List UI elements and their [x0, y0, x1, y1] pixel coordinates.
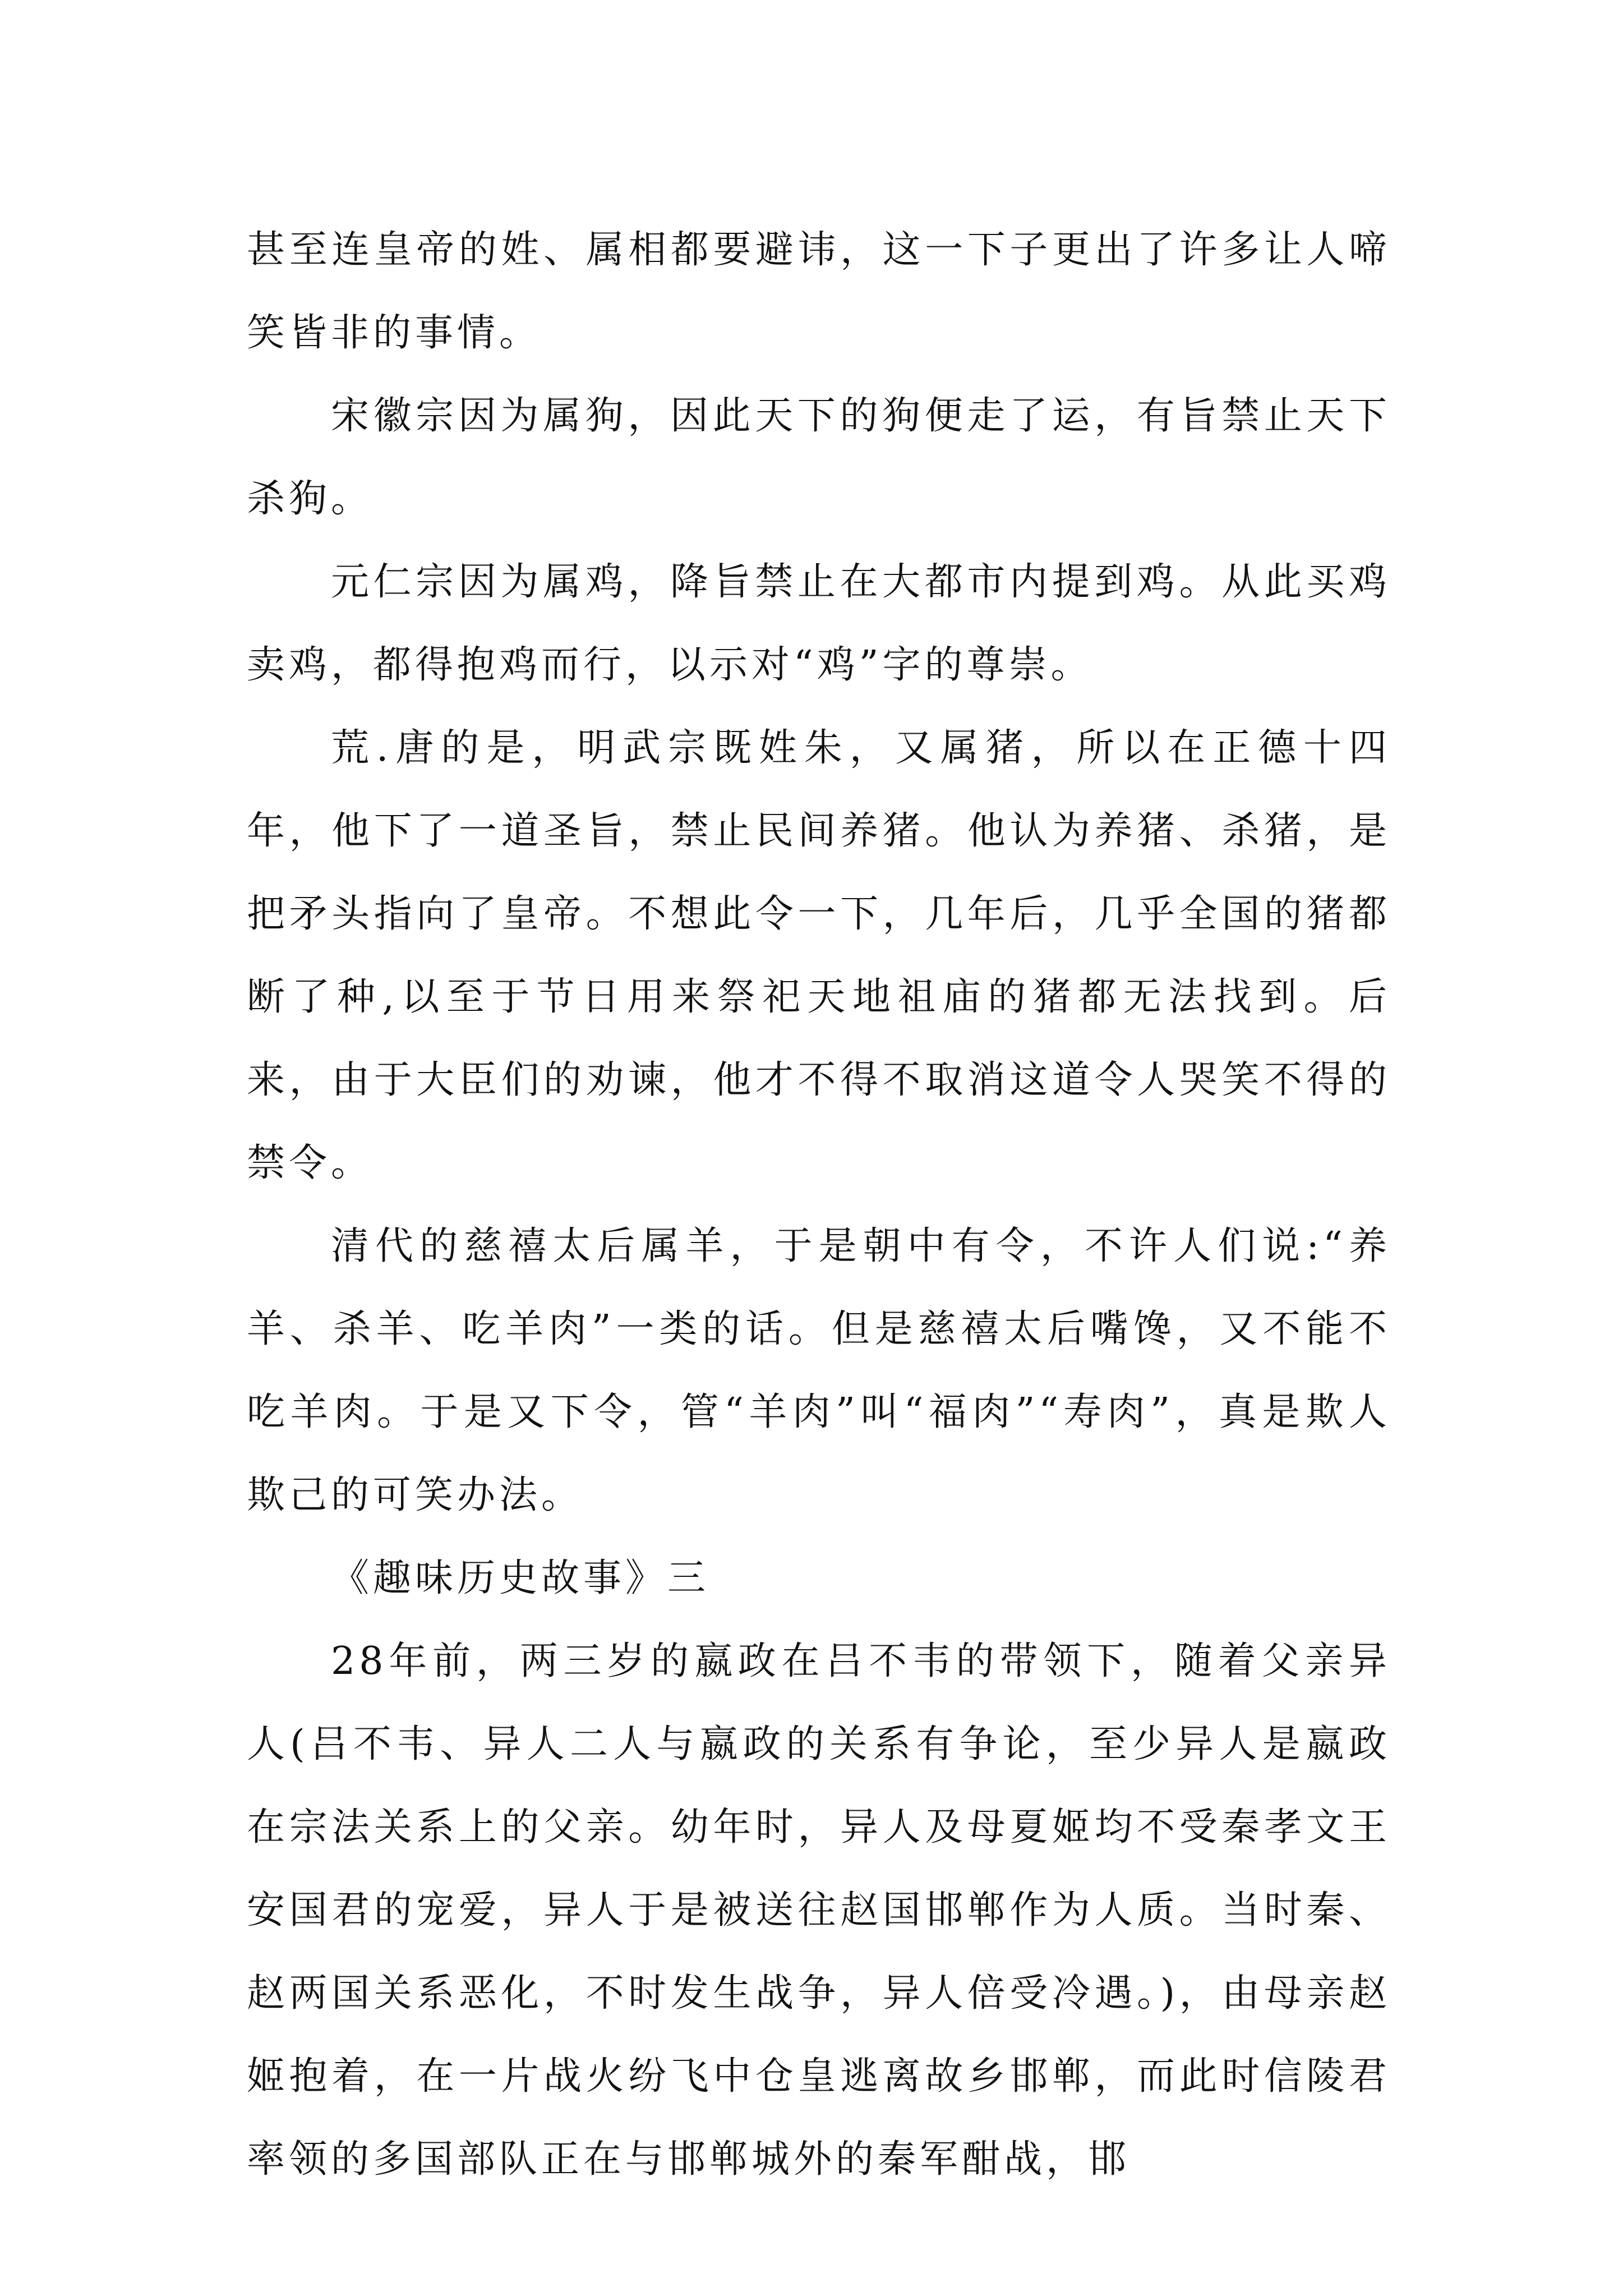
paragraph-4: 荒.唐的是，明武宗既姓朱，又属猪，所以在正德十四年，他下了一道圣旨，禁止民间养猪。他认为养猪、杀猪，是把矛头指向了皇帝。不想此令一下，几年后，几乎全国的猪都断了种,以至于节日用来祭祀天地祖庙的猪都无法找到。后来，由于大臣们的劝谏，他才不得不取消这道令人哭笑不得的禁令。 — [247, 726, 1391, 1185]
paragraph-7: 28年前，两三岁的嬴政在吕不韦的带领下，随着父亲异人(吕不韦、异人二人与嬴政的关系有争论，至少异人是嬴政在宗法关系上的父亲。幼年时，异人及母夏姬均不受秦孝文王安国君的宠爱，异人于是被送往赵国邯郸作为人质。当时秦、赵两国关系恶化，不时发生战争，异人倍受冷遇。)，由母亲赵姬抱着，在一片战火纷飞中仓皇逃离故乡邯郸，而此时信陵君率领的多国部队正在与邯郸城外的秦军酣战，邯 — [247, 1639, 1391, 2182]
paragraph-1: 甚至连皇帝的姓、属相都要避讳，这一下子更出了许多让人啼笑皆非的事情。 — [247, 228, 1391, 355]
document-body — [247, 209, 1391, 2201]
paragraph-2: 宋徽宗因为属狗，因此天下的狗便走了运，有旨禁止天下杀狗。 — [247, 394, 1391, 521]
paragraph-3: 元仁宗因为属鸡，降旨禁止在大都市内提到鸡。从此买鸡卖鸡，都得抱鸡而行，以示对“鸡”字的尊崇。 — [247, 560, 1391, 687]
paragraph-5: 清代的慈禧太后属羊，于是朝中有令，不许人们说:“养羊、杀羊、吃羊肉”一类的话。但是慈禧太后嘴馋，又不能不吃羊肉。于是又下令，管“羊肉”叫“福肉”“寿肉”，真是欺人欺己的可笑办法。 — [247, 1224, 1391, 1517]
section-heading: 《趣味历史故事》三 — [331, 1556, 710, 1600]
